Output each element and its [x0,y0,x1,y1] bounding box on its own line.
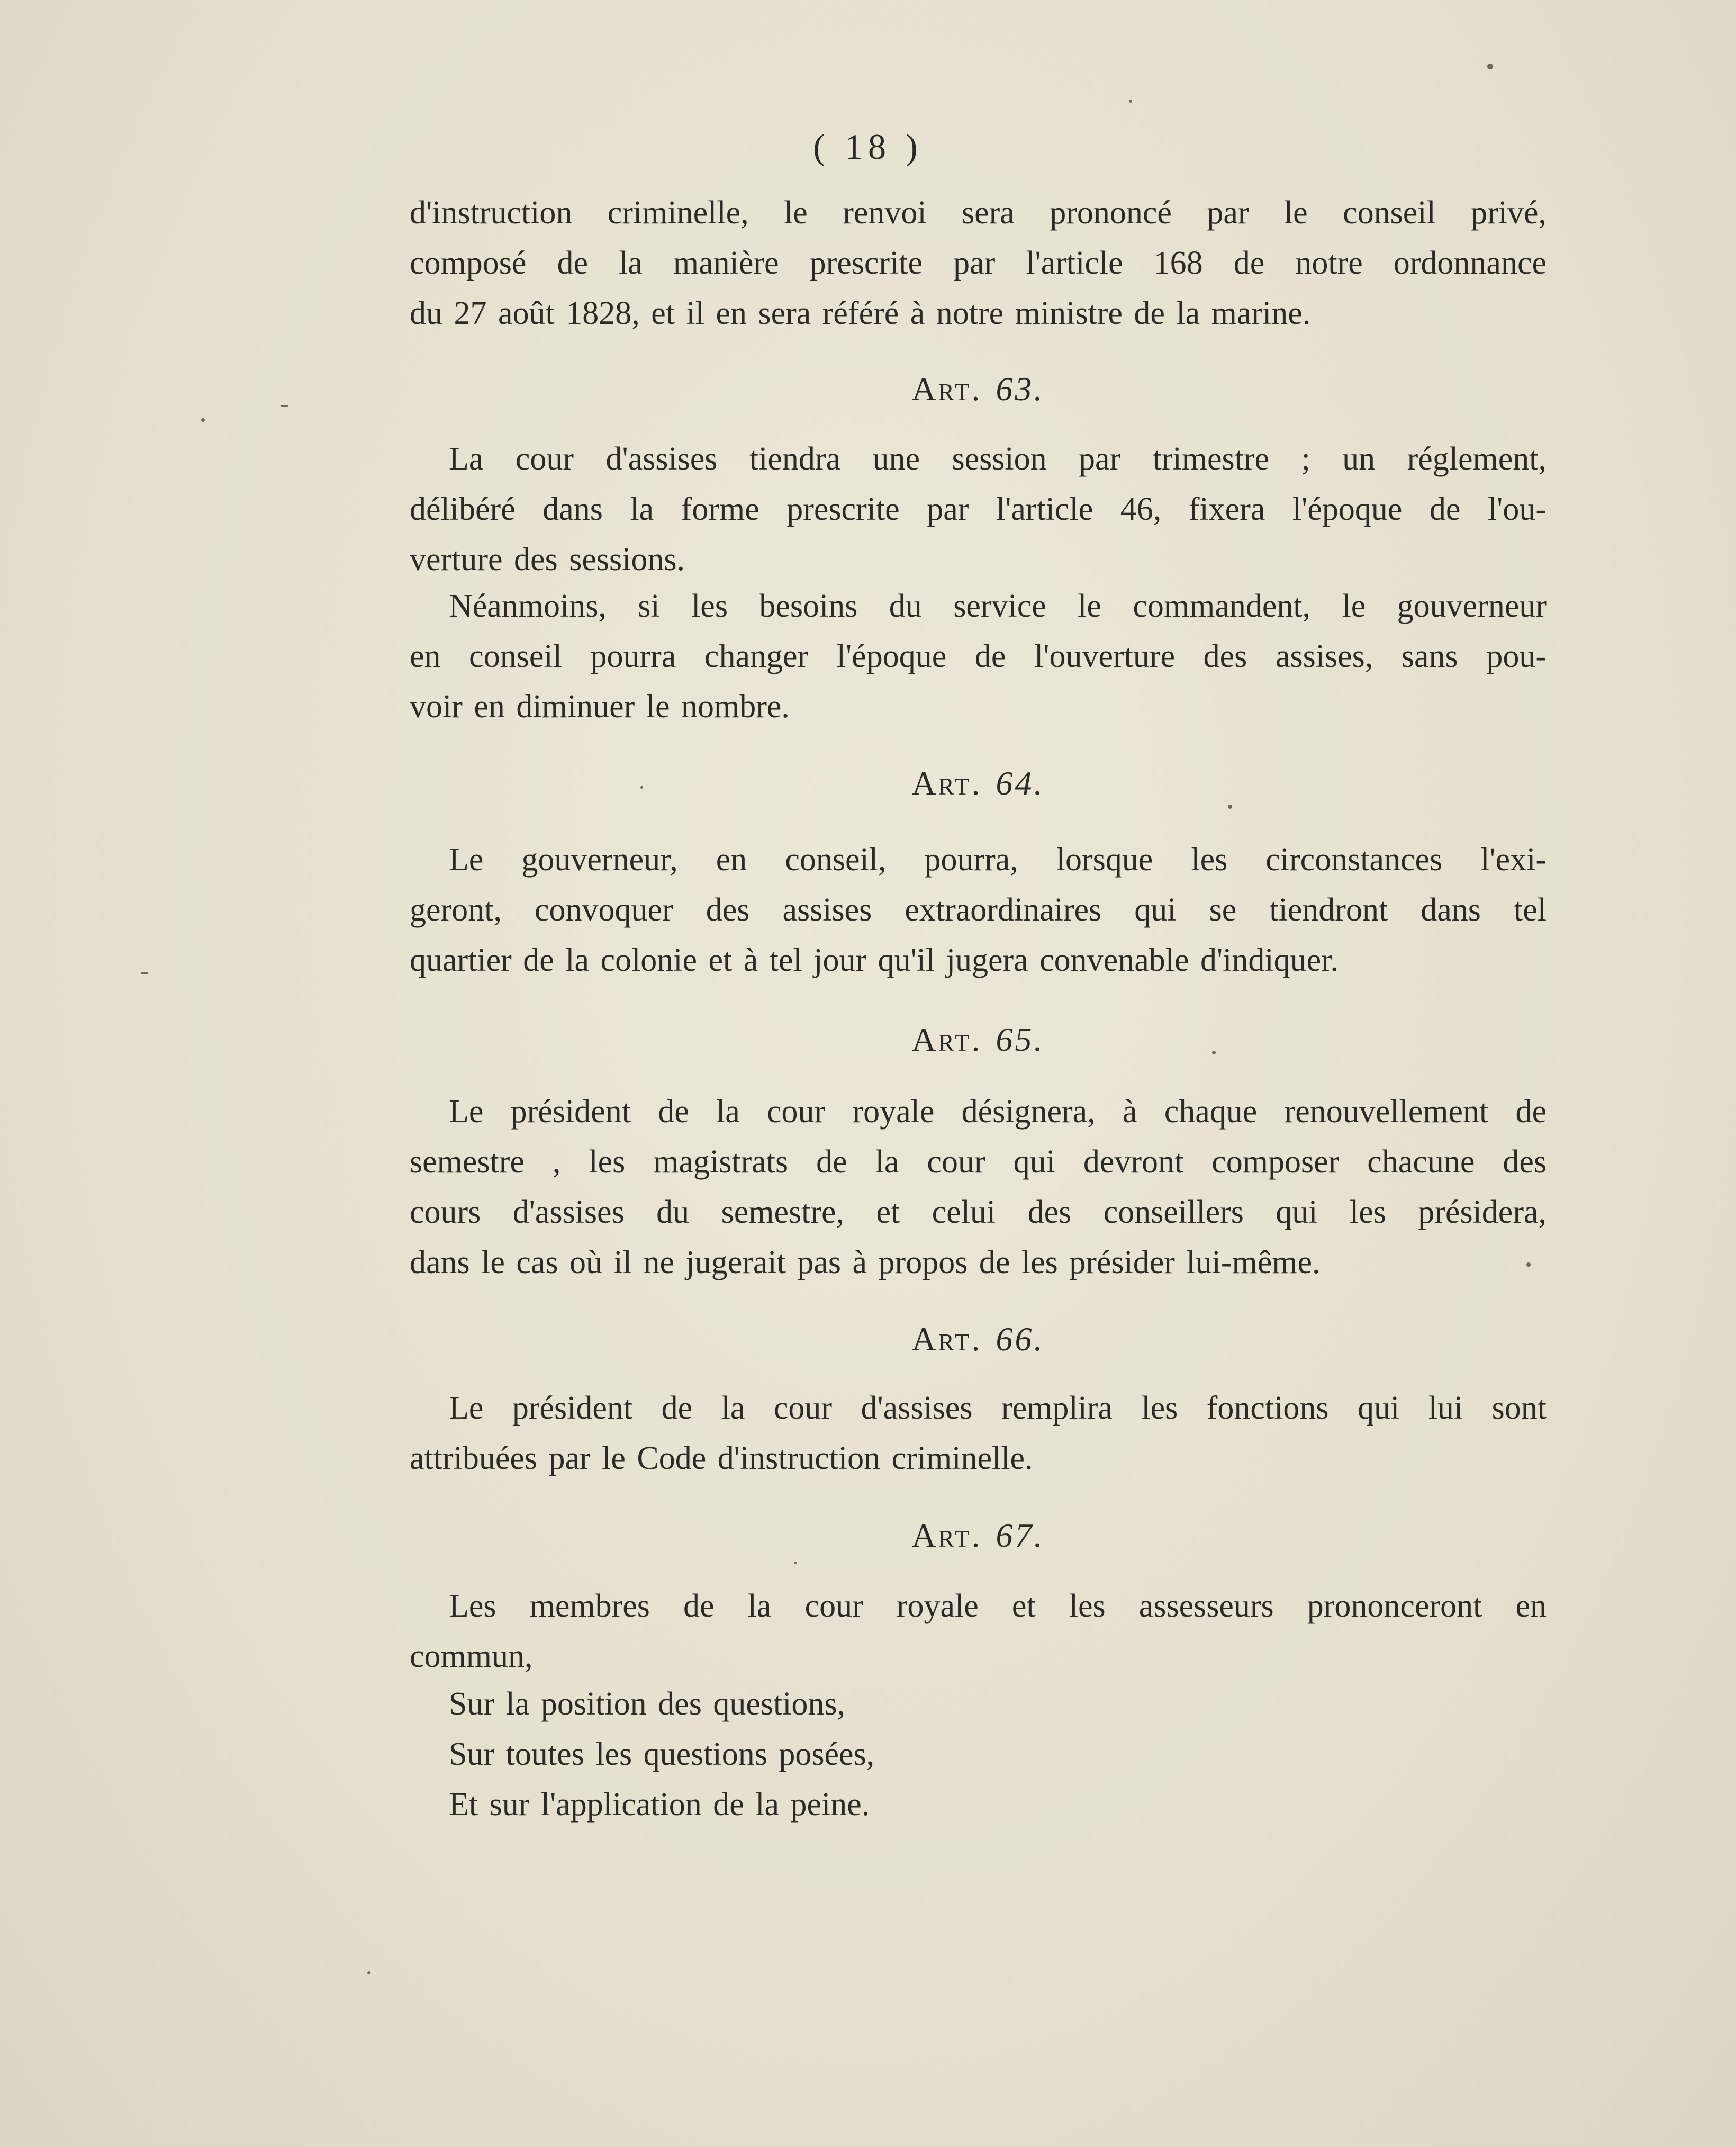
paper-speck [1526,1262,1531,1267]
paragraph-art63-b [410,581,1547,732]
article-label: Art. [911,1021,982,1058]
article-label: Art. [911,1320,982,1358]
paper-speck [201,418,205,422]
text-line: voir en diminuer le nombre. [410,689,790,725]
paper-speck [141,972,148,974]
text-line: Néanmoins, si les besoins du service le commandent, le gouverneur [449,588,1547,624]
article-heading-63 [410,364,1547,414]
article-heading-65 [410,1014,1547,1065]
list-item: Sur la position des questions, [449,1686,846,1722]
text-line: Le gouverneur, en conseil, pourra, lorsque les circonstances l'exi- [449,842,1547,878]
text-line: semestre , les magistrats de la cour qui devront composer chacune des [410,1144,1547,1180]
article-heading-64 [410,758,1547,808]
paragraph-art67 [410,1581,1547,1682]
article-label: Art. [911,764,982,802]
article-number: 64. [996,764,1045,802]
paper-speck [1212,1051,1216,1054]
text-line: d'instruction criminelle, le renvoi sera prononcé par le conseil privé, [410,195,1547,231]
paper-speck [794,1562,797,1564]
paper-speck [1228,805,1232,809]
text-line: Les membres de la cour royale et les assesseurs prononceront en [449,1588,1547,1624]
article-number: 63. [996,370,1045,408]
paper-speck [640,786,643,789]
text-line: en conseil pourra changer l'époque de l'ouverture des assises, sans pou- [410,638,1547,674]
paper-speck [1487,64,1493,69]
article-label: Art. [911,370,982,408]
paragraph-art66 [410,1383,1547,1484]
article-label: Art. [911,1517,982,1554]
text-line: La cour d'assises tiendra une session par trimestre ; un réglement, [449,441,1547,477]
text-line: quartier de la colonie et à tel jour qu'il jugera convenable d'indiquer. [410,942,1339,978]
text-line: délibéré dans la forme prescrite par l'article 46, fixera l'époque de l'ou- [410,491,1547,527]
paper-speck [367,1971,370,1974]
text-line: cours d'assises du semestre, et celui des conseillers qui les présidera, [410,1194,1547,1230]
paragraph-art64 [410,835,1547,986]
text-line: du 27 août 1828, et il en sera référé à notre ministre de la marine. [410,295,1311,331]
article-number: 65. [996,1021,1045,1058]
article-number: 67. [996,1517,1045,1554]
text-line: Le président de la cour d'assises remplira les fonctions qui lui sont [449,1390,1547,1426]
list-item: Et sur l'application de la peine. [449,1787,870,1823]
text-line: attribuées par le Code d'instruction criminelle. [410,1440,1033,1476]
list-item: Sur toutes les questions posées, [449,1736,875,1772]
text-line: geront, convoquer des assises extraordinaires qui se tiendront dans tel [410,892,1547,928]
page-number-header: ( 18 ) [813,127,923,167]
text-line: verture des sessions. [410,542,685,578]
article-heading-66 [410,1314,1547,1364]
paper-speck [1129,100,1132,103]
paragraph-art63-a [410,434,1547,585]
text-line: commun, [410,1638,533,1674]
paragraph-art65 [410,1087,1547,1288]
text-line: Le président de la cour royale désignera, à chaque renouvellement de [449,1094,1547,1130]
article-number: 66. [996,1320,1045,1358]
list-art67 [410,1679,1547,1830]
text-line: composé de la manière prescrite par l'article 168 de notre ordonnance [410,245,1547,281]
text-line: dans le cas où il ne jugerait pas à propos de les présider lui-même. [410,1244,1321,1280]
paper-speck [281,405,288,407]
article-heading-67 [410,1510,1547,1560]
paragraph-continuation [410,188,1547,339]
